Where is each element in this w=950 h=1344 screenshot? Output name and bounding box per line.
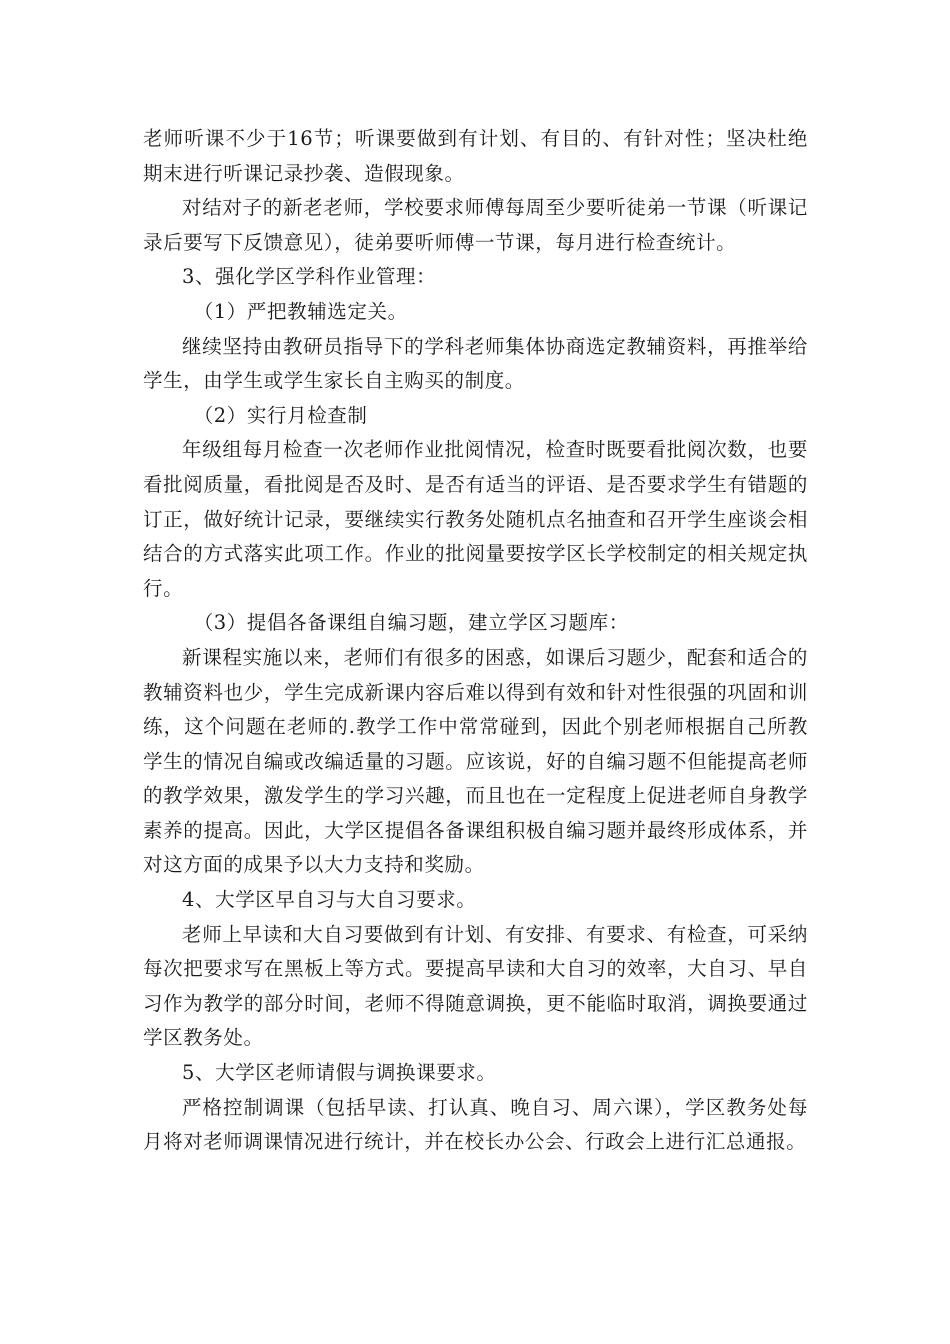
paragraph: 新课程实施以来，老师们有很多的困惑，如课后习题少，配套和适合的教辅资料也少，学生完成新课内容后难以得到有效和针对性很强的巩固和训练，这个问题在老师的.教学工作中常常碰到，因此个别老师根据自己所教学生的情况自编或改编适量的习题。应该说，好的自编习题不但能提高老师的教学效果，激发学生的学习兴趣，而且也在一定程度上促进老师自身教学素养的提高。因此，大学区提倡各备课组积极自编习题并最终形成体系，并对这方面的成果予以大力支持和奖励。 <box>143 645 808 877</box>
paragraph: 老师听课不少于16节；听课要做到有计划、有目的、有针对性；坚决杜绝期末进行听课记录抄袭、造假现象。 <box>143 127 808 185</box>
subsection-heading: （3）提倡各备课组自编习题，建立学区习题库： <box>193 611 629 635</box>
section-heading: 3、强化学区学科作业管理： <box>182 265 437 289</box>
paragraph: 对结对子的新老老师，学校要求师傅每周至少要听徒弟一节课（听课记录后要写下反馈意见），徒弟要听师傅一节课，每月进行检查统计。 <box>143 196 808 254</box>
subsection-heading: （1）严把教辅选定关。 <box>193 299 408 323</box>
subsection-heading: （2）实行月检查制 <box>193 403 368 427</box>
section-heading: 4、大学区早自习与大自习要求。 <box>182 888 477 912</box>
paragraph: 严格控制调课（包括早读、打认真、晚自习、周六课），学区教务处每月将对老师调课情况进行统计，并在校长办公会、行政会上进行汇总通报。 <box>143 1095 808 1154</box>
paragraph: 年级组每月检查一次老师作业批阅情况，检查时既要看批阅次数，也要看批阅质量，看批阅是否及时、是否有适当的评语、是否要求学生有错题的订正，做好统计记录，要继续实行教务处随机点名抽查和召开学生座谈会相结合的方式落实此项工作。作业的批阅量要按学区长学校制定的相关规定执行。 <box>143 438 808 600</box>
paragraph: 继续坚持由教研员指导下的学科老师集体协商选定教辅资料，再推举给学生，由学生或学生家长自主购买的制度。 <box>143 334 808 393</box>
section-heading: 5、大学区老师请假与调换课要求。 <box>182 1061 497 1085</box>
document-body <box>143 122 808 1160</box>
paragraph: 老师上早读和大自习要做到有计划、有安排、有要求、有检查，可采纳每次把要求写在黑板上等方式。要提高早读和大自习的效率，大自习、早自习作为教学的部分时间，老师不得随意调换，更不能临时取消，调换要通过学区教务处。 <box>143 922 808 1050</box>
